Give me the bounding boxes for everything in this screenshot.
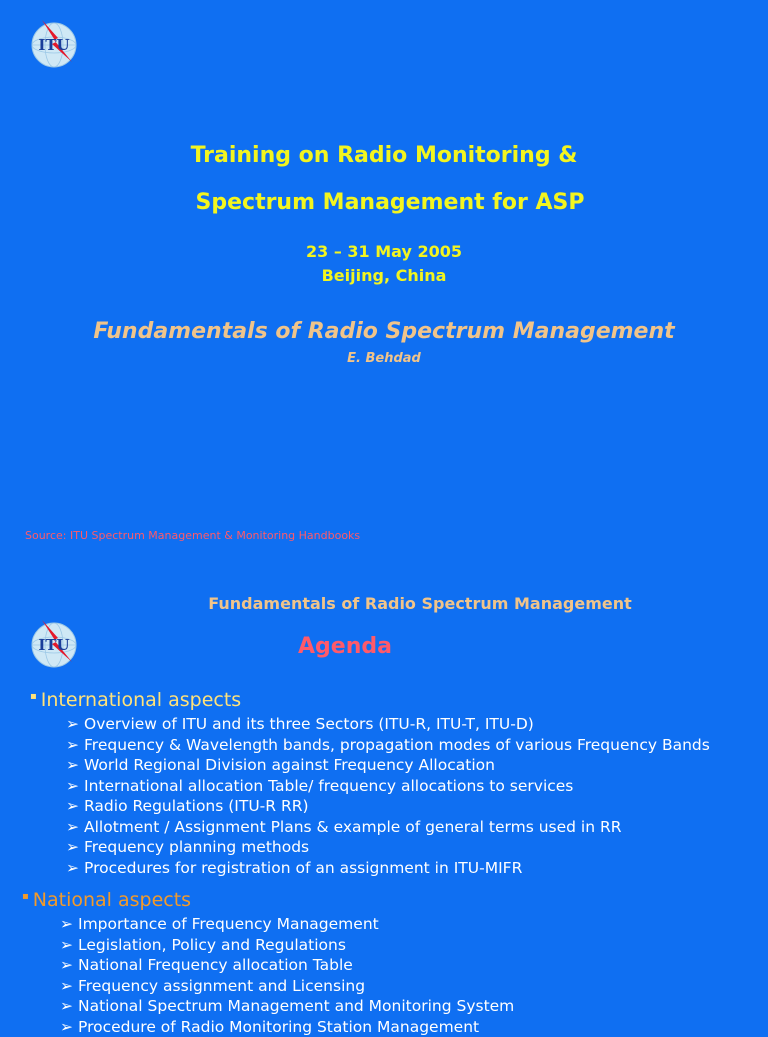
svg-text:ITU: ITU <box>38 636 69 654</box>
arrow-bullet-icon: ➢ <box>66 797 79 815</box>
arrow-bullet-icon: ➢ <box>60 977 73 995</box>
slide1-location: Beijing, China <box>0 266 768 285</box>
national-aspects-heading <box>22 889 191 911</box>
slide1-title-line1: Training on Radio Monitoring & <box>0 143 768 168</box>
international-aspects-label: International aspects <box>41 689 241 711</box>
list-item: ➢ International allocation Table/ frequency allocations to services <box>66 776 736 797</box>
list-item: ➢ National Spectrum Management and Monitoring System <box>60 996 740 1017</box>
list-item: ➢ World Regional Division against Frequency Allocation <box>66 755 736 776</box>
arrow-bullet-icon: ➢ <box>66 756 79 774</box>
slide1-author: E. Behdad <box>0 351 768 366</box>
svg-text:ITU: ITU <box>38 36 69 54</box>
list-item: ➢ Legislation, Policy and Regulations <box>60 935 740 956</box>
list-item: ➢ National Frequency allocation Table <box>60 955 740 976</box>
list-item: ➢ Frequency assignment and Licensing <box>60 976 740 997</box>
arrow-bullet-icon: ➢ <box>66 818 79 836</box>
international-aspects-heading <box>30 689 241 711</box>
arrow-bullet-icon: ➢ <box>66 859 79 877</box>
arrow-bullet-icon: ➢ <box>60 1018 73 1036</box>
arrow-bullet-icon: ➢ <box>66 777 79 795</box>
list-item: ➢ Overview of ITU and its three Sectors (ITU-R, ITU-T, ITU-D) <box>66 714 736 735</box>
slide1-date: 23 – 31 May 2005 <box>0 242 768 261</box>
arrow-bullet-icon: ➢ <box>60 915 73 933</box>
arrow-bullet-icon: ➢ <box>66 715 79 733</box>
slide1-subtitle: Fundamentals of Radio Spectrum Management <box>0 319 768 344</box>
slide1-source-note: Source: ITU Spectrum Management & Monitoring Handbooks <box>25 529 360 542</box>
list-item: ➢ Procedure of Radio Monitoring Station Management <box>60 1017 740 1037</box>
arrow-bullet-icon: ➢ <box>66 736 79 754</box>
arrow-bullet-icon: ➢ <box>60 997 73 1015</box>
arrow-bullet-icon: ➢ <box>60 936 73 954</box>
national-aspects-label: National aspects <box>33 889 191 911</box>
slide1-title-line2: Spectrum Management for ASP <box>0 190 768 215</box>
agenda-title: Agenda <box>298 634 392 659</box>
square-bullet-icon: ▪ <box>22 891 29 902</box>
arrow-bullet-icon: ➢ <box>66 838 79 856</box>
national-items-list <box>60 914 740 1037</box>
arrow-bullet-icon: ➢ <box>60 956 73 974</box>
itu-logo <box>28 18 80 70</box>
list-item: ➢ Importance of Frequency Management <box>60 914 740 935</box>
list-item: ➢ Frequency planning methods <box>66 837 736 858</box>
list-item: ➢ Radio Regulations (ITU-R RR) <box>66 796 736 817</box>
list-item: ➢ Frequency & Wavelength bands, propagation modes of various Frequency Bands <box>66 735 736 756</box>
itu-logo <box>28 618 80 670</box>
list-item: ➢ Procedures for registration of an assignment in ITU-MIFR <box>66 858 736 879</box>
square-bullet-icon: ▪ <box>30 691 37 702</box>
list-item: ➢ Allotment / Assignment Plans & example of general terms used in RR <box>66 817 736 838</box>
slide2-header: Fundamentals of Radio Spectrum Management <box>0 594 768 613</box>
international-items-list <box>66 714 736 878</box>
